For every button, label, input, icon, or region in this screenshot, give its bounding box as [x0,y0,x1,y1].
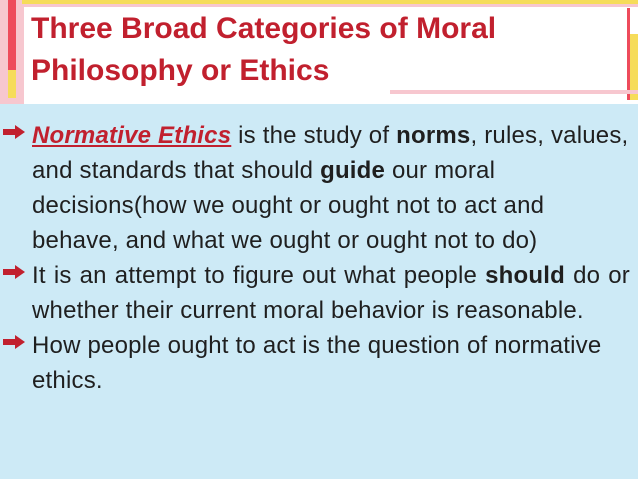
bullet-list [0,118,638,398]
emphasis-norms: norms [396,122,471,149]
bullet-text [32,328,630,398]
slide-title: Three Broad Categories of Moral Philosophy or Ethics [31,12,497,87]
decor-top-pink-line [22,4,638,7]
term-normative-ethics: Normative Ethics [32,122,232,149]
bullet-item-question [0,328,638,398]
content-panel [0,104,638,479]
emphasis-should: should [485,262,565,289]
emphasis-guide: guide [320,157,386,184]
text-segment: do or whether their current moral behavior is reasonable. [32,262,630,324]
text-segment: our moral decisions(how we ought or ought not to act and behave, and what we ought or ought not to do) [32,157,545,254]
bullet-item-normative-ethics [0,118,638,258]
text-segment: How people ought to act is the question of normative ethics. [32,332,602,394]
decor-left-yellow-bar [8,70,16,98]
bullet-text [32,258,630,328]
bullet-item-attempt [0,258,638,328]
bullet-text [32,118,630,258]
text-segment: It is an attempt to figure out what people [32,262,486,289]
decor-left-red-bar [8,0,16,70]
text-segment: , rules, values, and standards that should [32,122,629,184]
arrow-right-icon [3,125,25,139]
arrow-right-icon [3,335,25,349]
arrow-right-icon [3,265,25,279]
text-segment: is the study of [231,122,397,149]
